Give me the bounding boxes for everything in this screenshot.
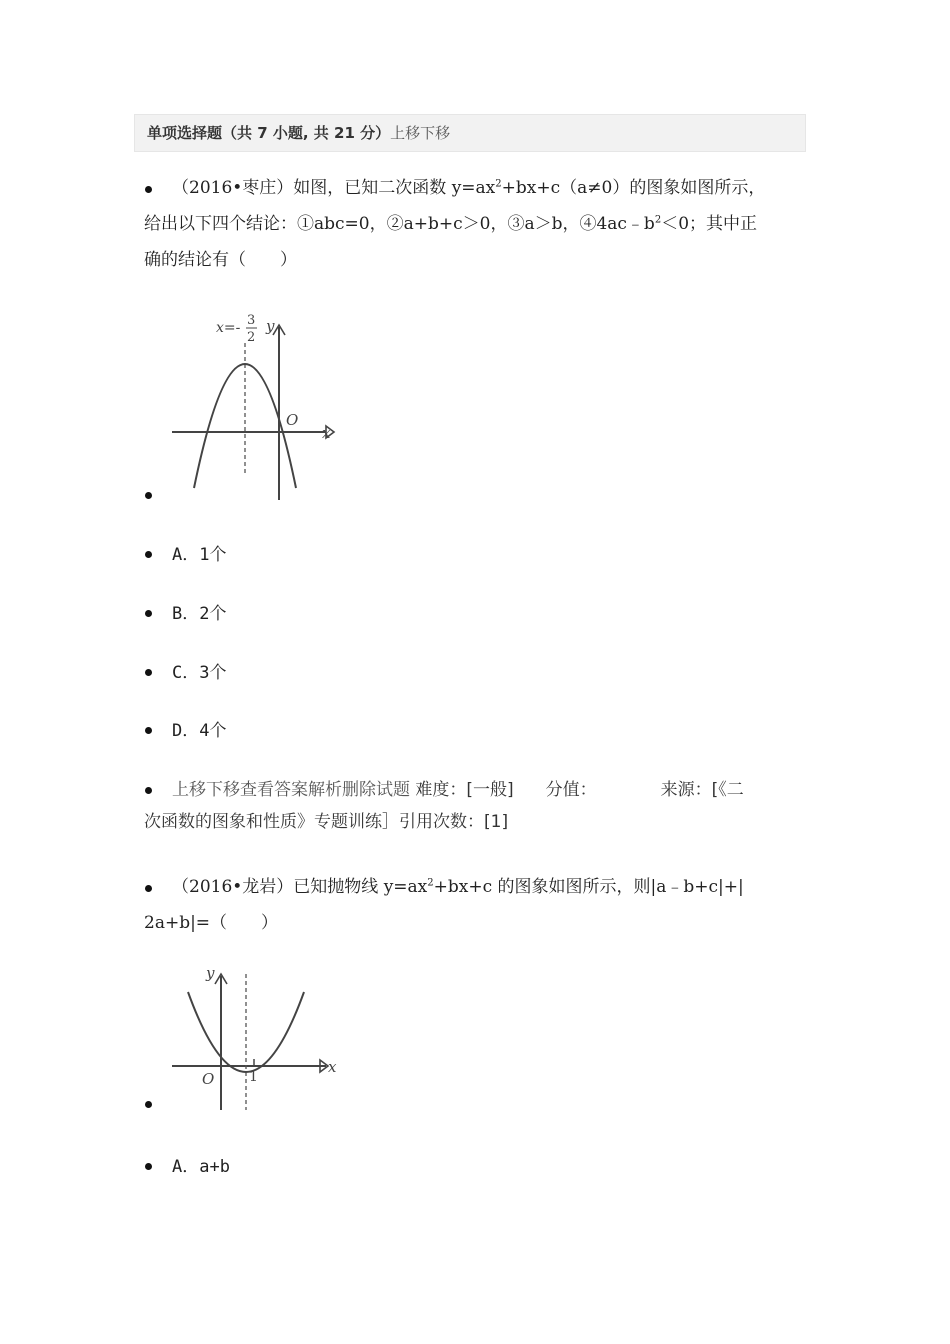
option-b[interactable]: B．2个: [172, 604, 227, 624]
source-a: 来源：[《二: [660, 780, 744, 800]
q1-text-b: +bx+c（a≠0）的图象如图所示，: [501, 178, 766, 198]
question-1-text: [144, 170, 804, 278]
bullet: [144, 1101, 154, 1111]
source-b: 次函数的图象和性质》专题训练］引用次数：[1]: [144, 812, 509, 832]
q1-sup: 2: [495, 178, 502, 190]
frac-num: 3: [247, 313, 256, 328]
x-axis-label: x: [322, 424, 331, 442]
q2-parabola-graph: [168, 962, 343, 1112]
action-links[interactable]: 上移下移查看答案解析删除试题: [172, 780, 410, 800]
q1-text-a: 如图，已知二次函数 y=ax: [293, 178, 496, 198]
bullet: [144, 669, 154, 679]
q1-line3: 确的结论有（ ）: [144, 250, 297, 270]
option-d[interactable]: D．4个: [172, 721, 227, 741]
difficulty: 难度：[一般]: [415, 780, 514, 800]
q2-text-b: +bx+c 的图象如图所示，则|a﹣b+c|+|: [433, 877, 744, 897]
q2-sup: 2: [427, 877, 434, 889]
origin-label: O: [202, 1070, 215, 1088]
tick-label: 1: [249, 1069, 258, 1085]
bullet: [144, 727, 154, 737]
q1-source: （2016•枣庄）: [172, 178, 294, 198]
y-axis-label: y: [266, 317, 275, 335]
section-header: [134, 114, 806, 152]
symmetry-label: x=-: [216, 320, 241, 336]
bullet: [144, 1163, 154, 1173]
bullet: [144, 610, 154, 620]
option-a[interactable]: A．1个: [172, 545, 227, 565]
bullet: [144, 551, 154, 561]
question-meta: [144, 774, 804, 838]
move-link[interactable]: 上移下移: [390, 124, 451, 142]
q2-source: （2016•龙岩）: [172, 877, 294, 897]
q1-line2-sup: 2: [654, 214, 662, 226]
q1-line2-end: ＜0；其中正: [661, 214, 758, 234]
q1-parabola-graph: [168, 305, 338, 510]
score: 分值：: [545, 780, 597, 800]
bullet: [144, 492, 154, 502]
q2-line2: 2a+b|=（ ）: [144, 913, 279, 933]
q2-text-a: 已知抛物线 y=ax: [293, 877, 428, 897]
option-a[interactable]: A．a+b: [172, 1157, 230, 1177]
y-axis-label: y: [206, 964, 215, 982]
x-axis-label: x: [328, 1058, 337, 1076]
origin-label: O: [286, 411, 299, 429]
q1-line2: 给出以下四个结论：①abc=0，②a+b+c＞0，③a＞b，④4ac﹣b: [144, 214, 655, 234]
section-title: 单项选择题（共 7 小题, 共 21 分）: [147, 124, 391, 142]
option-c[interactable]: C．3个: [172, 663, 227, 683]
question-2-text: [144, 869, 804, 941]
frac-den: 2: [247, 330, 256, 345]
